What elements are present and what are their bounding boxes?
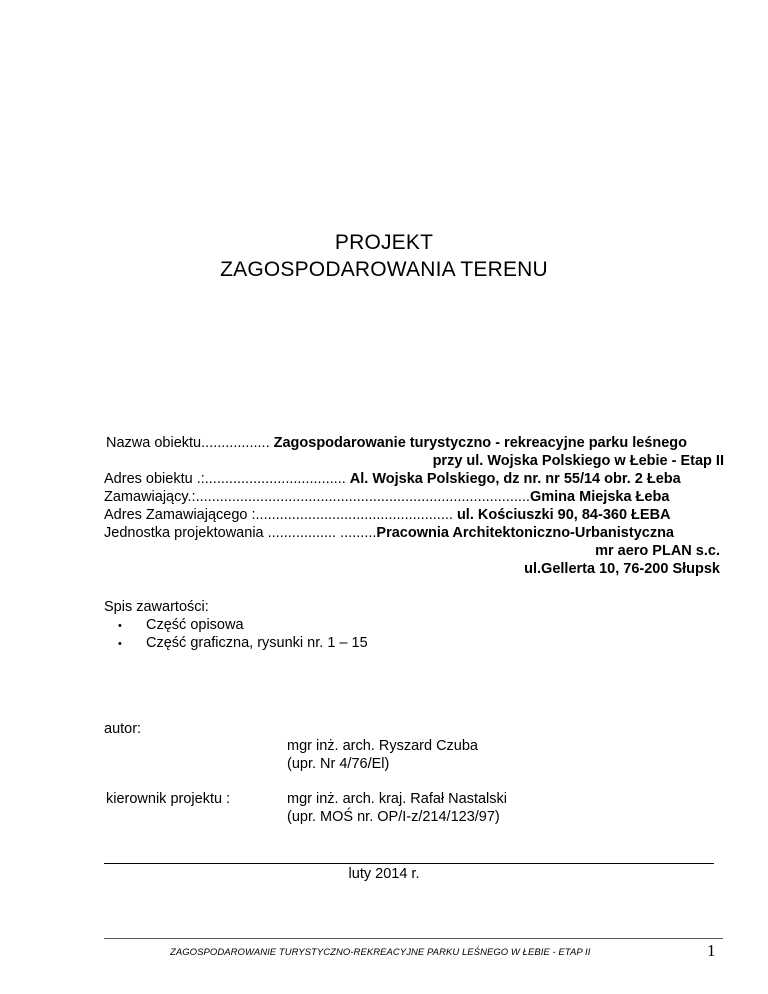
footer-divider: [104, 938, 723, 939]
design-unit-label: Jednostka projektowania ................. .........: [104, 525, 377, 541]
client-address-row: [104, 506, 671, 525]
client-row: [104, 488, 669, 507]
document-title-line-2: ZAGOSPODAROWANIA TERENU: [220, 258, 548, 281]
design-unit-company: mr aero PLAN s.c.: [595, 543, 720, 559]
footer-title: ZAGOSPODAROWANIE TURYSTYCZNO-REKREACYJNE PARKU LEŚNEGO W ŁEBIE - ETAP II: [170, 947, 591, 958]
object-name-value-line-2: [433, 452, 724, 471]
design-unit-row: [104, 524, 674, 543]
page-number: 1: [707, 941, 716, 960]
author-license: (upr. Nr 4/76/El): [287, 756, 390, 772]
document-date: luty 2014 r.: [348, 866, 420, 882]
design-unit-value: Pracownia Architektoniczno-Urbanistyczna: [376, 525, 674, 541]
client-address-value: ul. Kościuszki 90, 84-360 ŁEBA: [456, 507, 671, 523]
manager-label: kierownik projektu :: [106, 791, 231, 807]
manager-name: mgr inż. arch. kraj. Rafał Nastalski: [287, 791, 507, 807]
manager-license: (upr. MOŚ nr. OP/I-z/214/123/97): [287, 809, 500, 825]
object-address-row: [104, 470, 681, 489]
contents-heading: Spis zawartości:: [104, 599, 209, 615]
client-address-label: Adres Zamawiającego :.................................................: [104, 507, 457, 523]
design-unit-address: ul.Gellerta 10, 76-200 Słupsk: [524, 561, 720, 577]
contents-item-descriptive: Część opisowa: [146, 617, 244, 633]
design-unit-line-3: [524, 560, 720, 579]
object-name-row: [106, 434, 687, 453]
design-unit-line-2: [595, 542, 720, 561]
object-address-label: Adres obiektu .:...................................: [104, 471, 350, 487]
signature-divider: [104, 863, 714, 864]
client-label: Zamawiający.:...................................................................................: [104, 489, 530, 505]
object-name-label: Nazwa obiektu.................: [106, 435, 274, 451]
contents-item-graphic: Część graficzna, rysunki nr. 1 – 15: [146, 635, 368, 651]
object-address-value: Al. Wojska Polskiego, dz nr. nr 55/14 obr. 2 Łeba: [349, 471, 681, 487]
bullet-icon: •: [118, 638, 122, 650]
object-name-value: Zagospodarowanie turystyczno - rekreacyjne parku leśnego: [273, 435, 688, 451]
client-value: Gmina Miejska Łeba: [529, 489, 670, 505]
author-name: mgr inż. arch. Ryszard Czuba: [287, 738, 478, 754]
bullet-icon: •: [118, 620, 122, 632]
document-title-line-1: PROJEKT: [334, 231, 434, 254]
object-name-value-cont: przy ul. Wojska Polskiego w Łebie - Etap II: [432, 453, 724, 469]
author-label: autor:: [104, 721, 142, 737]
